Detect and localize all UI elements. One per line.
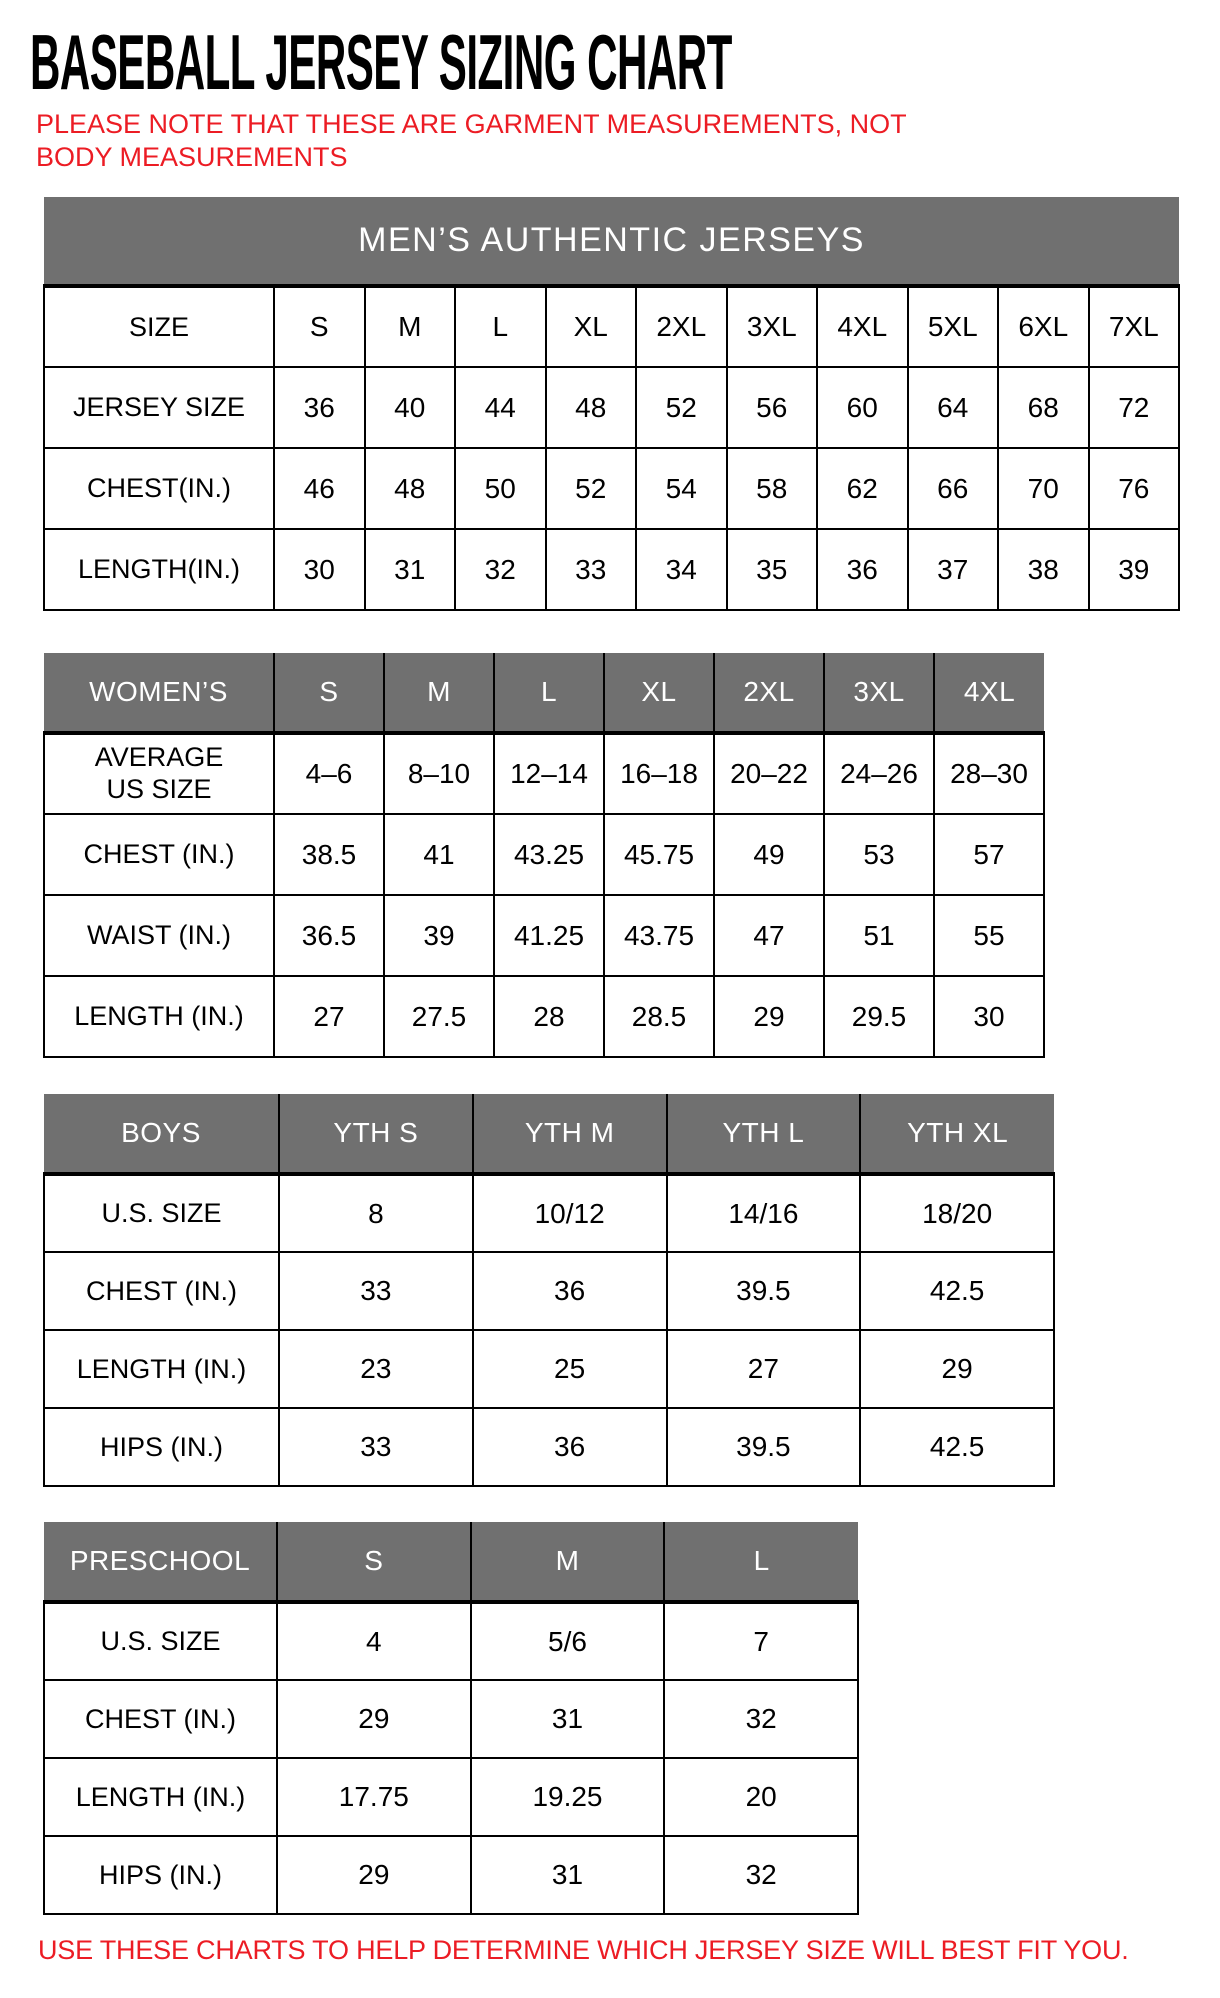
- mens-row-label: LENGTH(IN.): [44, 529, 274, 610]
- preschool-column-header: M: [471, 1522, 665, 1602]
- womens-value-cell: 16–18: [604, 733, 714, 814]
- preschool-value-cell: 17.75: [277, 1758, 471, 1836]
- mens-value-cell: 40: [365, 367, 456, 448]
- row-label-line: US SIZE: [106, 774, 212, 805]
- preschool-value-cell: 4: [277, 1602, 471, 1680]
- womens-value-cell: 12–14: [494, 733, 604, 814]
- preschool-table-row: [44, 1758, 858, 1836]
- mens-value-cell: 46: [274, 448, 365, 529]
- womens-column-header: 2XL: [714, 653, 824, 733]
- womens-value-cell: 28–30: [934, 733, 1044, 814]
- boys-value-cell: 39.5: [667, 1408, 861, 1486]
- mens-value-cell: 30: [274, 529, 365, 610]
- mens-table-row: [44, 448, 1179, 529]
- mens-value-cell: 70: [998, 448, 1089, 529]
- preschool-value-cell: 32: [664, 1680, 858, 1758]
- boys-row-label: U.S. SIZE: [44, 1174, 279, 1252]
- womens-value-cell: 53: [824, 814, 934, 895]
- boys-value-cell: 29: [860, 1330, 1054, 1408]
- mens-value-cell: 7XL: [1089, 286, 1180, 367]
- mens-table-row: [44, 286, 1179, 367]
- preschool-value-cell: 32: [664, 1836, 858, 1914]
- mens-value-cell: 2XL: [636, 286, 727, 367]
- womens-column-header: S: [274, 653, 384, 733]
- boys-header-row: [44, 1094, 1054, 1174]
- preschool-value-cell: 19.25: [471, 1758, 665, 1836]
- preschool-row-label: LENGTH (IN.): [44, 1758, 277, 1836]
- boys-value-cell: 8: [279, 1174, 473, 1252]
- boys-sizing-table: [43, 1094, 1055, 1487]
- mens-value-cell: 64: [908, 367, 999, 448]
- preschool-value-cell: 5/6: [471, 1602, 665, 1680]
- womens-row-label: WAIST (IN.): [44, 895, 274, 976]
- womens-value-cell: 45.75: [604, 814, 714, 895]
- mens-row-label: SIZE: [44, 286, 274, 367]
- mens-value-cell: 35: [727, 529, 818, 610]
- boys-value-cell: 42.5: [860, 1408, 1054, 1486]
- mens-value-cell: 36: [274, 367, 365, 448]
- preschool-column-header: L: [664, 1522, 858, 1602]
- boys-row-label: HIPS (IN.): [44, 1408, 279, 1486]
- preschool-value-cell: 31: [471, 1680, 665, 1758]
- womens-value-cell: 30: [934, 976, 1044, 1057]
- boys-table-row: [44, 1174, 1054, 1252]
- womens-value-cell: 47: [714, 895, 824, 976]
- boys-table-row: [44, 1408, 1054, 1486]
- mens-row-label: JERSEY SIZE: [44, 367, 274, 448]
- womens-value-cell: 24–26: [824, 733, 934, 814]
- mens-jerseys-table-section: [43, 197, 1220, 611]
- boys-value-cell: 14/16: [667, 1174, 861, 1252]
- womens-row-label: LENGTH (IN.): [44, 976, 274, 1057]
- mens-value-cell: 50: [455, 448, 546, 529]
- mens-table-row: [44, 367, 1179, 448]
- womens-table-row: [44, 976, 1044, 1057]
- womens-column-header: M: [384, 653, 494, 733]
- preschool-row-label: HIPS (IN.): [44, 1836, 277, 1914]
- mens-value-cell: 58: [727, 448, 818, 529]
- mens-value-cell: M: [365, 286, 456, 367]
- womens-column-header: 3XL: [824, 653, 934, 733]
- mens-value-cell: 3XL: [727, 286, 818, 367]
- womens-value-cell: 27: [274, 976, 384, 1057]
- boys-column-header: YTH S: [279, 1094, 473, 1174]
- mens-table-title: MEN’S AUTHENTIC JERSEYS: [44, 197, 1179, 286]
- boys-value-cell: 23: [279, 1330, 473, 1408]
- womens-group-label: WOMEN’S: [44, 653, 274, 733]
- womens-value-cell: 43.25: [494, 814, 604, 895]
- mens-value-cell: 52: [546, 448, 637, 529]
- mens-value-cell: 60: [817, 367, 908, 448]
- womens-value-cell: 28.5: [604, 976, 714, 1057]
- womens-value-cell: 43.75: [604, 895, 714, 976]
- womens-column-header: XL: [604, 653, 714, 733]
- boys-value-cell: 27: [667, 1330, 861, 1408]
- mens-value-cell: 32: [455, 529, 546, 610]
- preschool-value-cell: 7: [664, 1602, 858, 1680]
- preschool-jerseys-table-section: [43, 1522, 1220, 1915]
- preschool-table-row: [44, 1680, 858, 1758]
- mens-header-row: [44, 197, 1179, 286]
- mens-value-cell: 48: [546, 367, 637, 448]
- boys-value-cell: 39.5: [667, 1252, 861, 1330]
- mens-value-cell: 62: [817, 448, 908, 529]
- womens-value-cell: 41: [384, 814, 494, 895]
- mens-value-cell: 38: [998, 529, 1089, 610]
- mens-value-cell: 39: [1089, 529, 1180, 610]
- womens-column-header: L: [494, 653, 604, 733]
- boys-value-cell: 10/12: [473, 1174, 667, 1252]
- boys-jerseys-table-section: [43, 1094, 1220, 1487]
- womens-value-cell: 39: [384, 895, 494, 976]
- mens-value-cell: S: [274, 286, 365, 367]
- womens-value-cell: 41.25: [494, 895, 604, 976]
- mens-value-cell: 52: [636, 367, 727, 448]
- mens-value-cell: 66: [908, 448, 999, 529]
- preschool-value-cell: 29: [277, 1680, 471, 1758]
- boys-group-label: BOYS: [44, 1094, 279, 1174]
- boys-value-cell: 25: [473, 1330, 667, 1408]
- preschool-sizing-table: [43, 1522, 859, 1915]
- womens-table-row: [44, 814, 1044, 895]
- preschool-value-cell: 20: [664, 1758, 858, 1836]
- womens-header-row: [44, 653, 1044, 733]
- preschool-row-label: CHEST (IN.): [44, 1680, 277, 1758]
- boys-column-header: YTH L: [667, 1094, 861, 1174]
- garment-measurement-note: PLEASE NOTE THAT THESE ARE GARMENT MEASUREMENTS, NOT BODY MEASUREMENTS: [36, 109, 907, 172]
- mens-value-cell: 44: [455, 367, 546, 448]
- boys-column-header: YTH M: [473, 1094, 667, 1174]
- preschool-value-cell: 31: [471, 1836, 665, 1914]
- womens-value-cell: 29.5: [824, 976, 934, 1057]
- womens-value-cell: 55: [934, 895, 1044, 976]
- boys-column-header: YTH XL: [860, 1094, 1054, 1174]
- mens-sizing-table: [43, 197, 1180, 611]
- womens-value-cell: 28: [494, 976, 604, 1057]
- boys-value-cell: 42.5: [860, 1252, 1054, 1330]
- preschool-group-label: PRESCHOOL: [44, 1522, 277, 1602]
- preschool-column-header: S: [277, 1522, 471, 1602]
- womens-row-label: CHEST (IN.): [44, 814, 274, 895]
- womens-value-cell: 20–22: [714, 733, 824, 814]
- preschool-table-row: [44, 1836, 858, 1914]
- mens-value-cell: 37: [908, 529, 999, 610]
- mens-value-cell: 68: [998, 367, 1089, 448]
- mens-value-cell: 33: [546, 529, 637, 610]
- womens-jerseys-table-section: [43, 653, 1220, 1058]
- womens-table-row: [44, 895, 1044, 976]
- womens-value-cell: 27.5: [384, 976, 494, 1057]
- womens-row-label: [44, 733, 274, 814]
- mens-table-row: [44, 529, 1179, 610]
- preschool-table-row: [44, 1602, 858, 1680]
- womens-value-cell: 29: [714, 976, 824, 1057]
- womens-table-row: [44, 733, 1044, 814]
- boys-row-label: LENGTH (IN.): [44, 1330, 279, 1408]
- womens-value-cell: 49: [714, 814, 824, 895]
- boys-table-row: [44, 1330, 1054, 1408]
- fit-advice-footer: USE THESE CHARTS TO HELP DETERMINE WHICH JERSEY SIZE WILL BEST FIT YOU.: [38, 1935, 1129, 1966]
- mens-value-cell: XL: [546, 286, 637, 367]
- boys-value-cell: 33: [279, 1408, 473, 1486]
- mens-value-cell: 5XL: [908, 286, 999, 367]
- mens-value-cell: 31: [365, 529, 456, 610]
- womens-value-cell: 36.5: [274, 895, 384, 976]
- mens-value-cell: 34: [636, 529, 727, 610]
- womens-value-cell: 57: [934, 814, 1044, 895]
- boys-table-row: [44, 1252, 1054, 1330]
- womens-sizing-table: [43, 653, 1045, 1058]
- preschool-value-cell: 29: [277, 1836, 471, 1914]
- womens-value-cell: 8–10: [384, 733, 494, 814]
- preschool-row-label: U.S. SIZE: [44, 1602, 277, 1680]
- mens-value-cell: 72: [1089, 367, 1180, 448]
- boys-value-cell: 33: [279, 1252, 473, 1330]
- mens-value-cell: 56: [727, 367, 818, 448]
- mens-value-cell: 6XL: [998, 286, 1089, 367]
- mens-value-cell: 54: [636, 448, 727, 529]
- preschool-header-row: [44, 1522, 858, 1602]
- mens-value-cell: L: [455, 286, 546, 367]
- row-label-line: AVERAGE: [94, 742, 224, 773]
- page-title: BASEBALL JERSEY SIZING CHART: [30, 18, 732, 106]
- mens-value-cell: 36: [817, 529, 908, 610]
- mens-value-cell: 76: [1089, 448, 1180, 529]
- womens-value-cell: 38.5: [274, 814, 384, 895]
- boys-value-cell: 36: [473, 1408, 667, 1486]
- boys-row-label: CHEST (IN.): [44, 1252, 279, 1330]
- mens-row-label: CHEST(IN.): [44, 448, 274, 529]
- mens-value-cell: 4XL: [817, 286, 908, 367]
- womens-value-cell: 51: [824, 895, 934, 976]
- boys-value-cell: 36: [473, 1252, 667, 1330]
- mens-value-cell: 48: [365, 448, 456, 529]
- boys-value-cell: 18/20: [860, 1174, 1054, 1252]
- womens-value-cell: 4–6: [274, 733, 384, 814]
- womens-column-header: 4XL: [934, 653, 1044, 733]
